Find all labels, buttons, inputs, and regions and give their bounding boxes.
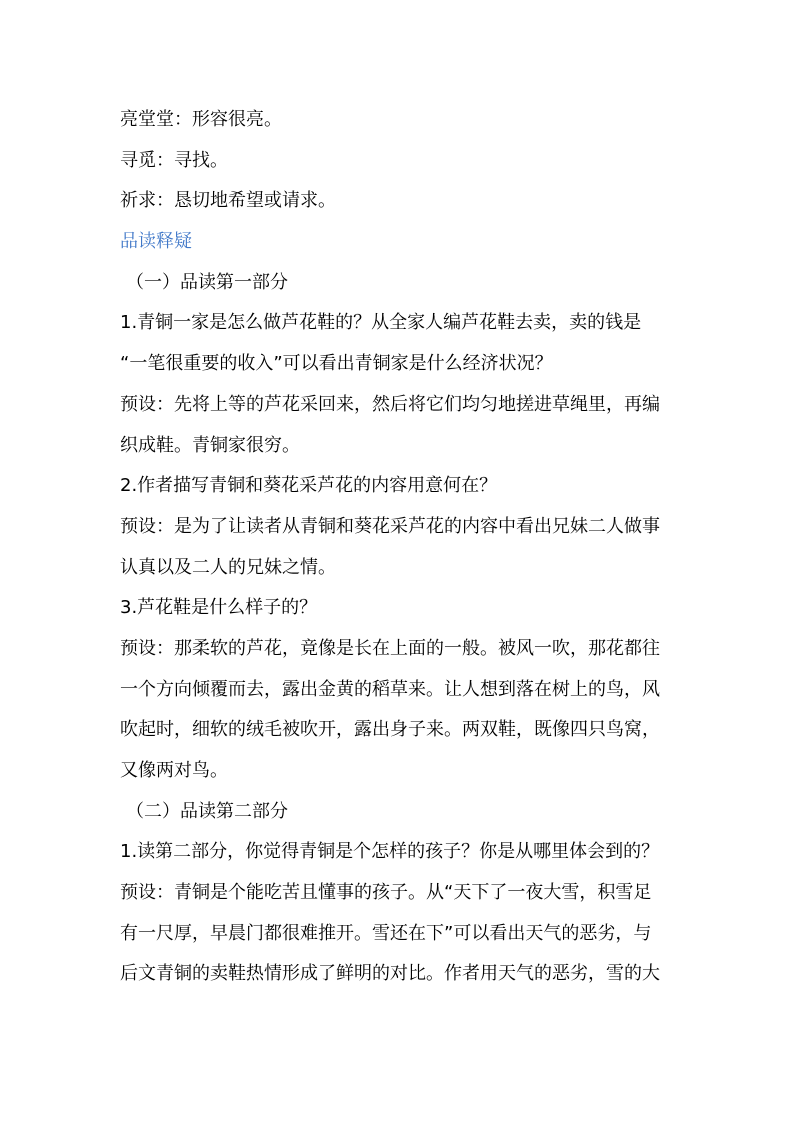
part-two-answer-1-line-3: 后文青铜的卖鞋热情形成了鲜明的对比。作者用天气的恶劣，雪的大 [120, 963, 660, 985]
definition-qiqiu: 祈求：恳切地希望或请求。 [120, 190, 336, 212]
answer-1-line-2: 织成鞋。青铜家很穷。 [120, 434, 300, 456]
question-3: 3.芦花鞋是什么样子的？ [120, 597, 318, 619]
question-1-line-2: “一笔很重要的收入”可以看出青铜家是什么经济状况？ [120, 353, 553, 375]
answer-3-line-2: 一个方向倾覆而去，露出金黄的稻草来。让人想到落在树上的鸟，风 [120, 678, 660, 700]
subsection-heading-part-two: （二）品读第二部分 [126, 800, 288, 822]
definition-xunmi: 寻觅：寻找。 [120, 149, 228, 171]
part-two-answer-1-line-1: 预设：青铜是个能吃苦且懂事的孩子。从“天下了一夜大雪，积雪足 [120, 882, 652, 904]
answer-3-line-3: 吹起时，细软的绒毛被吹开，露出身子来。两双鞋，既像四只鸟窝， [120, 719, 660, 741]
document-page [120, 100, 680, 995]
question-2: 2.作者描写青铜和葵花采芦花的内容用意何在？ [120, 475, 498, 497]
definition-liangtangtang: 亮堂堂：形容很亮。 [120, 109, 282, 130]
question-1-line-1: 1.青铜一家是怎么做芦花鞋的？从全家人编芦花鞋去卖，卖的钱是 [120, 312, 642, 334]
answer-3-line-1: 预设：那柔软的芦花，竟像是长在上面的一般。被风一吹，那花都往 [120, 637, 660, 659]
answer-2-line-2: 认真以及二人的兄妹之情。 [120, 556, 336, 578]
subsection-heading-part-one: （一）品读第一部分 [126, 271, 288, 293]
answer-3-line-4: 又像两对鸟。 [120, 760, 228, 781]
answer-2-line-1: 预设：是为了让读者从青铜和葵花采芦花的内容中看出兄妹二人做事 [120, 515, 660, 537]
answer-1-line-1: 预设：先将上等的芦花采回来，然后将它们均匀地搓进草绳里，再编 [120, 393, 660, 415]
section-heading-pindu-shiyi: 品读释疑 [120, 231, 192, 253]
part-two-answer-1-line-2: 有一尺厚，早晨门都很难推开。雪还在下”可以看出天气的恶劣，与 [120, 922, 652, 944]
part-two-question-1: 1.读第二部分，你觉得青铜是个怎样的孩子？你是从哪里体会到的？ [120, 841, 660, 863]
